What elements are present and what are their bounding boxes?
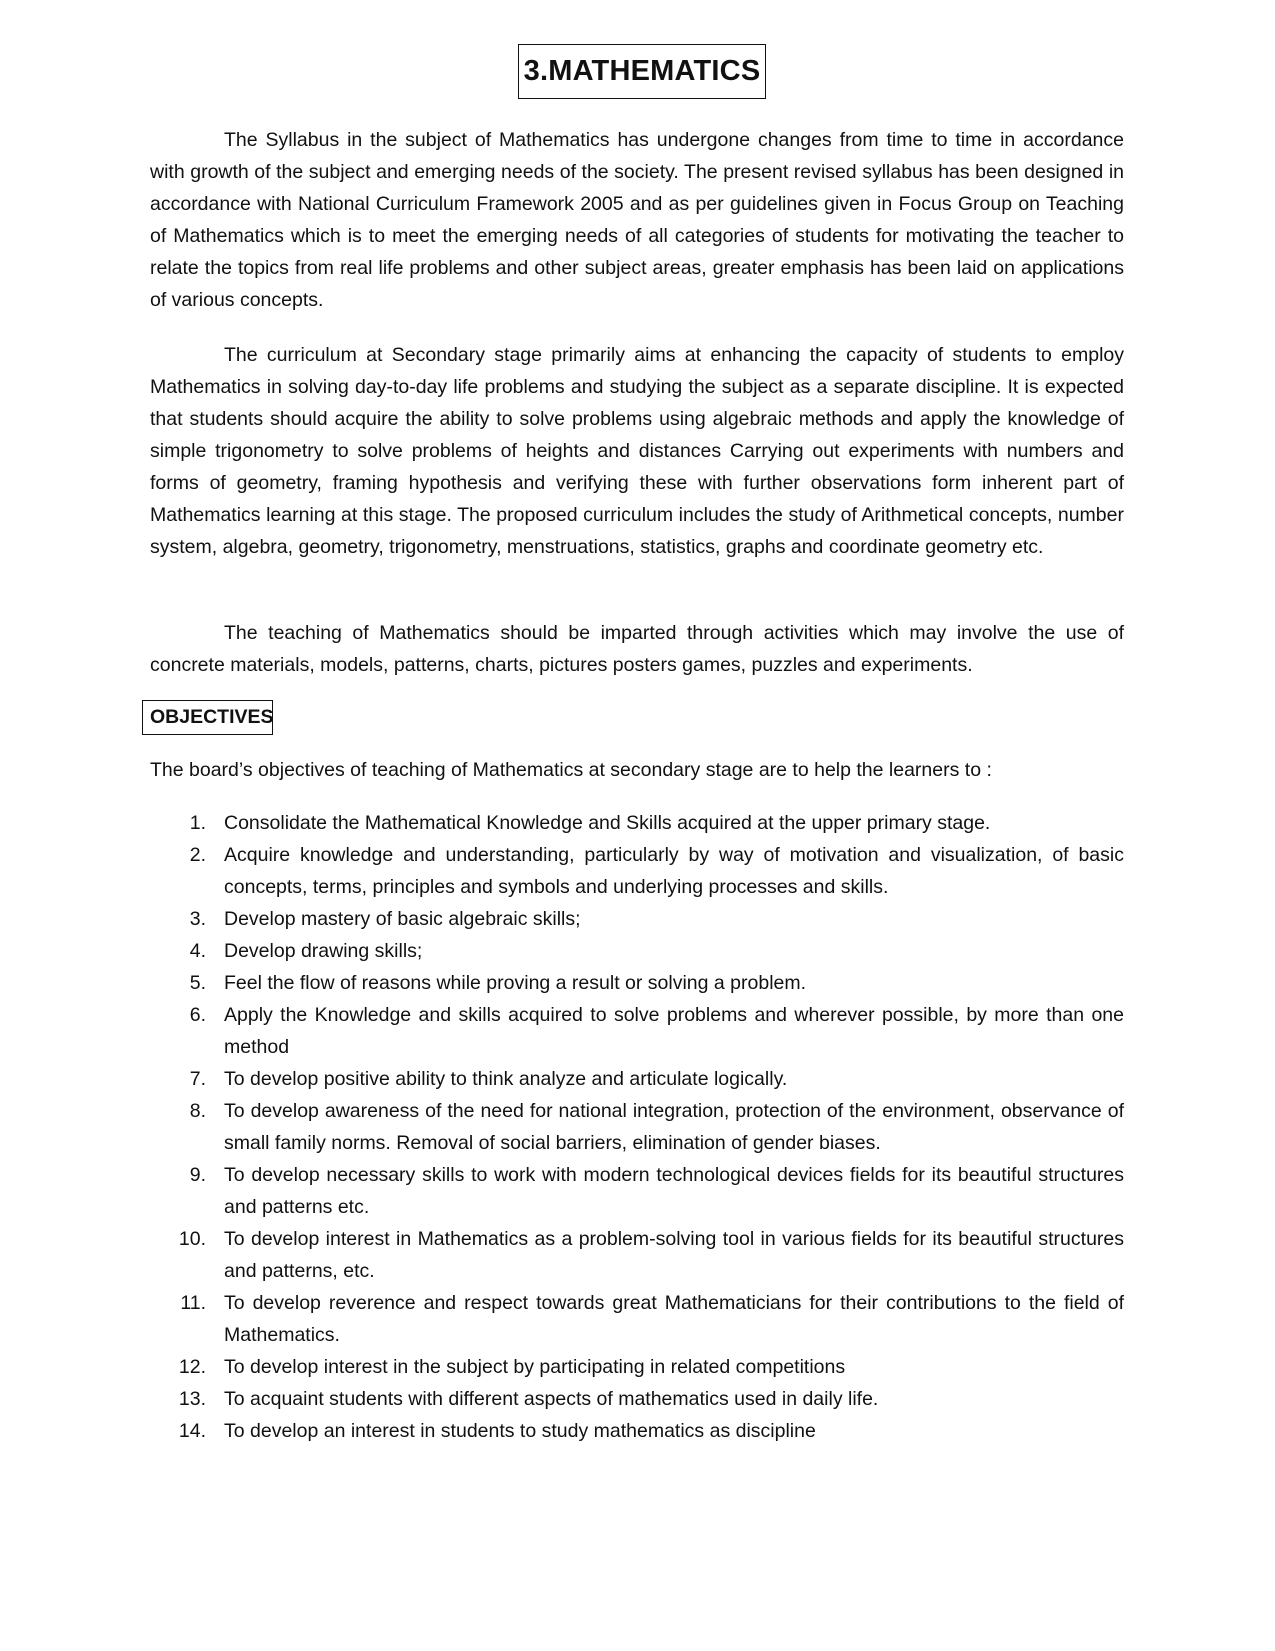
objective-item [150,1095,1124,1159]
objective-item [150,1383,1124,1415]
objective-item [150,839,1124,903]
objective-text: Develop mastery of basic algebraic skills; [224,908,581,930]
objective-item [150,967,1124,999]
objective-number: 7. [189,1068,206,1090]
paragraph-syllabus [150,124,1124,316]
objective-item [150,935,1124,967]
objective-number: 5. [189,972,206,994]
objective-number: 13. [178,1388,206,1410]
paragraph-text: The teaching of Mathematics should be imparted through activities which may involve the use of concrete materials, models, patterns, charts, pictures posters games, puzzles and experiments. [150,622,1124,676]
objective-number: 3. [189,908,206,930]
objective-text: To develop necessary skills to work with modern technological devices fields for its beautiful structures and patterns etc. [224,1164,1124,1218]
objective-text: To develop an interest in students to study mathematics as discipline [224,1420,816,1442]
paragraph-text: The curriculum at Secondary stage primarily aims at enhancing the capacity of students to employ Mathematics in solving day-to-day life problems and studying the subject as a separate discipline. It is expected that students should acquire the ability to solve problems using algebraic methods and apply the knowledge of simple trigonometry to solve problems of heights and distances Carrying out experiments with numbers and forms of geometry, framing hypothesis and verifying these with further observations form inherent part of Mathematics learning at this stage. The proposed curriculum includes the study of Arithmetical concepts, number system, algebra, geometry, trigonometry, menstruations, statistics, graphs and coordinate geometry etc. [150,344,1124,558]
objective-number: 14. [178,1420,206,1442]
objective-number: 9. [189,1164,206,1186]
objective-number: 6. [189,1004,206,1026]
objective-number: 11. [180,1292,206,1314]
objective-number: 12. [178,1356,206,1378]
objective-text: Develop drawing skills; [224,940,423,962]
objective-item [150,999,1124,1063]
page-title: 3.MATHEMATICS [518,44,766,99]
objective-text: Consolidate the Mathematical Knowledge and Skills acquired at the upper primary stage. [224,812,991,834]
objective-text: To develop interest in Mathematics as a problem-solving tool in various fields for its beautiful structures and patterns, etc. [224,1228,1124,1282]
objective-item [150,807,1124,839]
objective-item [150,1063,1124,1095]
objective-text: To develop interest in the subject by participating in related competitions [224,1356,846,1378]
objective-text: To acquaint students with different aspects of mathematics used in daily life. [224,1388,879,1410]
paragraph-teaching [150,617,1124,681]
objectives-heading: OBJECTIVES [142,700,273,735]
objective-item [150,1159,1124,1223]
objective-text: Feel the flow of reasons while proving a result or solving a problem. [224,972,807,994]
paragraph-text: The Syllabus in the subject of Mathematics has undergone changes from time to time in accordance with growth of the subject and emerging needs of the society. The present revised syllabus has been designed in accordance with National Curriculum Framework 2005 and as per guidelines given in Focus Group on Teaching of Mathematics which is to meet the emerging needs of all categories of students for motivating the teacher to relate the topics from real life problems and other subject areas, greater emphasis has been laid on applications of various concepts. [150,129,1124,311]
objective-item [150,1351,1124,1383]
objectives-list [150,807,1124,1447]
objective-number: 4. [189,940,206,962]
objective-item [150,1415,1124,1447]
objective-text: Apply the Knowledge and skills acquired to solve problems and wherever possible, by more than one method [224,1004,1124,1058]
objective-text: Acquire knowledge and understanding, particularly by way of motivation and visualization, of basic concepts, terms, principles and symbols and underlying processes and skills. [224,844,1124,898]
objective-text: To develop reverence and respect towards great Mathematicians for their contributions to the field of Mathematics. [224,1292,1124,1346]
objective-text: To develop positive ability to think analyze and articulate logically. [224,1068,788,1090]
objective-number: 1. [189,812,206,834]
objective-number: 10. [178,1228,206,1250]
objectives-intro: The board’s objectives of teaching of Mathematics at secondary stage are to help the learners to : [150,759,992,781]
objective-number: 8. [189,1100,206,1122]
objective-text: To develop awareness of the need for national integration, protection of the environment, observance of small family norms. Removal of social barriers, elimination of gender biases. [224,1100,1124,1154]
objective-item [150,1287,1124,1351]
objective-item [150,1223,1124,1287]
objective-item [150,903,1124,935]
paragraph-curriculum [150,339,1124,563]
objective-number: 2. [189,844,206,866]
